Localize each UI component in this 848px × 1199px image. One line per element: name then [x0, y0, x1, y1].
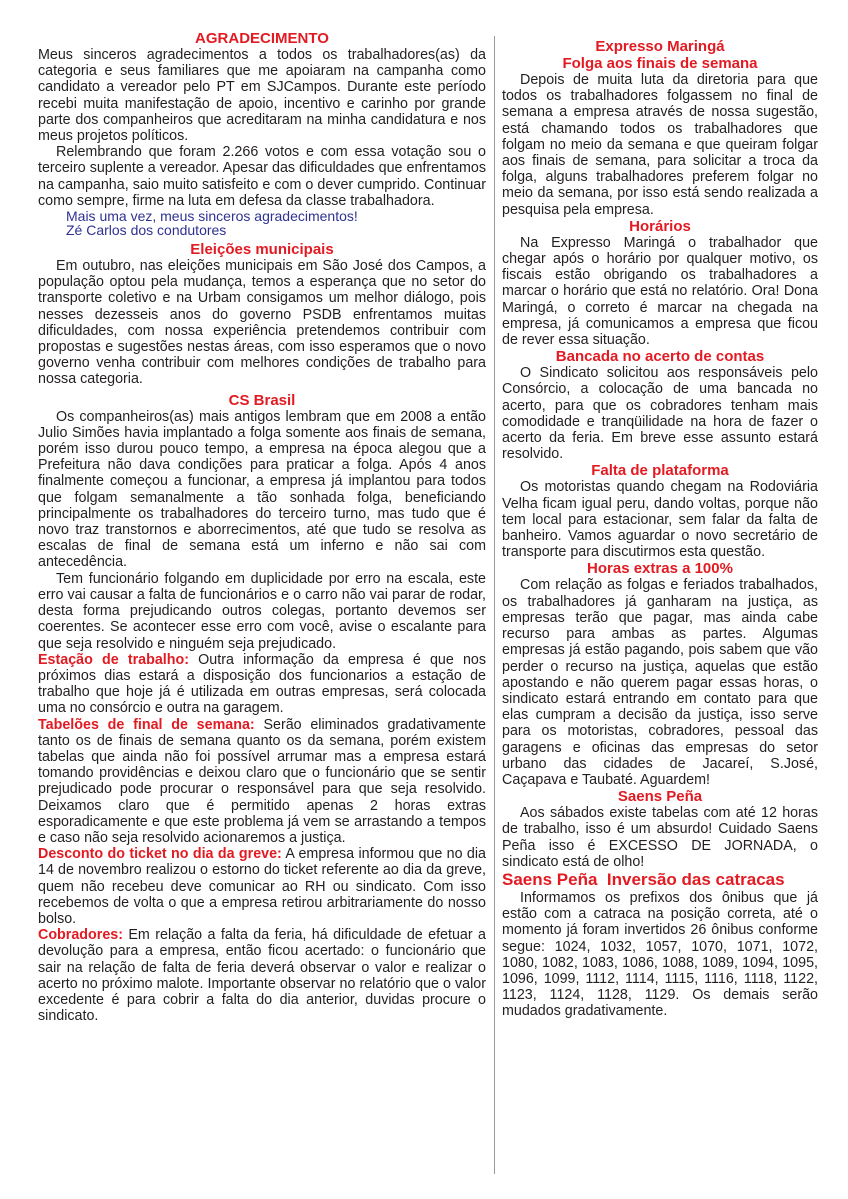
tabeloes-label: Tabelões de final de semana:: [38, 716, 255, 733]
catracas-section: [502, 870, 818, 1020]
agradecimento-signature-line-2: Zé Carlos dos condutores: [66, 222, 227, 239]
saenspena-paragraph: Aos sábados existe tabelas com até 12 horas de trabalho, isso é um absurdo! Cuidado Saens Peña isso é EXCESSO DE JORNADA, o sindicato está de olho!: [502, 805, 818, 870]
saenspena-title: Saens Peña: [617, 788, 703, 806]
cobradores-paragraph: [38, 927, 486, 1024]
agradecimento-signature-line-1: Mais uma vez, meus sinceros agradecimentos!: [66, 208, 358, 225]
catracas-title: Saens Peña Inversão das catracas: [502, 869, 785, 889]
eleicoes-title: Eleições municipais: [190, 241, 334, 259]
eleicoes-section: [38, 241, 486, 388]
horarios-section: [502, 218, 818, 348]
left-column: [38, 30, 486, 1024]
expresso-subtitle: Folga aos finais de semana: [562, 55, 758, 72]
cobradores-label: Cobradores:: [38, 927, 123, 944]
csbrasil-paragraph-2: Tem funcionário folgando em duplicidade por erro na escala, este erro vai causar a falta de funcionários e o carro não vai parar de rodar, desta forma prejudicando outros colegas, portanto devemos ser coerentes. Se acontecer esse erro com você, avise o escalante para que seja resolvido e ninguém seja prejudicado.: [38, 570, 486, 652]
estacao-label: Estação de trabalho:: [38, 651, 190, 668]
horarios-paragraph: Na Expresso Maringá o trabalhador que chegar após o horário por qualquer motivo, os fiscais estão obrigando os trabalhadores a marcar o horário que está no relatório. Ora! Dona Maringá, o correto é marcar na chegada na empresa, já comunicamos a empresa que ficou de rever essa situação.: [502, 234, 818, 349]
agradecimento-paragraph-2: Relembrando que foram 2.266 votos e com essa votação sou o terceiro suplente a vereador. Apesar das dificuldades que enfrentamos na campanha, saio muito satisfeito e com o dever cumprido. Continuar como sempre, firme na luta em defesa da classe trabalhadora.: [38, 144, 486, 209]
cobradores-text: Em relação a falta da feria, há dificuldade de efetuar a devolução para a empresa, então ficou acertado: o funcionário que sair na relação de falta de feria deverá observar o valor e realizar o acerto no próximo malote. Importante observar no relatório que o valor excedente é para cobrir a falta do dia anterior, duvidas procure o sindicato.: [38, 927, 486, 1025]
plataforma-title: Falta de plataforma: [591, 462, 729, 480]
estacao-text: Outra informação da empresa é que nos próximos dias estará a disposição dos funcionarios a estação de trabalho que hoje já é utilizada em outras empresas, será colocada uma no consórcio e outra na garagem.: [38, 651, 487, 717]
agradecimento-section: [38, 30, 486, 237]
expresso-paragraph: Depois de muita luta da diretoria para que todos os trabalhadores folgassem no final de semana a empresa através de nossa sugestão, está chamando todos os trabalhadores que folgam no meio da semana e que queiram folgar aos finais de semana, para solicitar a troca da folga, alguns trabalhadores preferem folgar no meio da semana, por isso está sendo realizada a pesquisa pela empresa.: [502, 72, 818, 218]
expresso-section: [502, 30, 818, 218]
desconto-label: Desconto do ticket no dia da greve:: [38, 846, 282, 863]
csbrasil-section: [38, 392, 486, 1025]
horasextras-title: Horas extras a 100%: [587, 560, 733, 578]
desconto-paragraph: [38, 846, 486, 927]
bancada-title: Bancada no acerto de contas: [555, 348, 765, 366]
horasextras-section: [502, 560, 818, 788]
estacao-paragraph: [38, 652, 486, 717]
plataforma-section: [502, 462, 818, 560]
catracas-paragraph: Informamos os prefixos dos ônibus que já estão com a catraca na posição correta, até o momento já foram invertidos 26 ônibus conforme segue: 1024, 1032, 1057, 1070, 1071, 1072, 1080, 1082, 1083, 1086, 1088, 1089, 1094, 1095, 1096, 1099, 1112, 1114, 1115, 1116, 1118, 1122, 1123, 1124, 1128, 1129. Os demais serão mudados gradativamente.: [502, 889, 818, 1020]
expresso-title: Expresso Maringá: [595, 38, 725, 55]
horasextras-paragraph: Com relação as folgas e feriados trabalhados, os trabalhadores já ganharam na justiça, as empresas terão que pagar, mas ainda cabe recurso para ambas as partes. Algumas empresas já estão pagando, pois sabem que vão perder o recurso na justiça, aquelas que estão apostando e não querem pagar essas horas, o sindicato estará entrando em contato para que elas cumpram a decisão da justiça, isso serve para os motoristas, cobradores, pessoal das garagens e oficinas das empresas do setor urbano das cidades de Jacareí, S.José, Caçapava e Taubaté. Aguardem!: [502, 577, 818, 788]
bancada-paragraph: O Sindicato solicitou aos responsáveis pelo Consórcio, a colocação de uma bancada no acerto, para que os cobradores tenham mais comodidade e tranqüilidade na hora de fazer o acerto da feria. Em breve esse assunto estará resolvido.: [502, 365, 818, 463]
desconto-text: A empresa informou que no dia 14 de novembro realizou o estorno do ticket referente ao dia da greve, quem não recebeu deve comunicar ao RH ou sindicato. Com isso recebemos de volta o que a empresa retirou arbitrariamente do nosso bolso.: [38, 846, 486, 927]
eleicoes-paragraph: Em outubro, nas eleições municipais em São José dos Campos, a população optou pela mudança, temos a esperança que no setor do transporte coletivo e na Urbam consigamos um melhor diálogo, pois nesses dezesseis anos do governo PSDB enfrentamos muitas dificuldades, com nossa experiência pretendemos contribuir com propostas e sugestões nestas áreas, com isso esperamos que o novo governo venha contribuir com melhores condições de trabalho para nossa categoria.: [38, 258, 486, 388]
bancada-section: [502, 348, 818, 462]
agradecimento-title: AGRADECIMENTO: [195, 30, 329, 47]
saenspena-section: [502, 788, 818, 870]
csbrasil-title: CS Brasil: [228, 391, 296, 409]
column-divider: [494, 36, 495, 1174]
agradecimento-paragraph-1: Meus sinceros agradecimentos a todos os trabalhadores(as) da categoria e seus familiares que me apoiaram na campanha como candidato a vereador pelo PT em SJCampos. Durante este período recebi muita manifestação de apoio, incentivo e carinho por grande parte dos companheiros que acreditaram na minha candidatura e nos meus projetos políticos.: [38, 47, 486, 145]
csbrasil-paragraph-1: Os companheiros(as) mais antigos lembram que em 2008 a então Julio Simões havia implantado a folga somente aos finais de semana, porém isso durou pouco tempo, a empresa na época alegou que a Prefeitura não dava condições para praticar a folga. Após 4 anos finalmente começou a funcionar, a empresa já implantou para todos que folgam semanalmente a tão sonhada folga, beneficiando principalmente os trabalhadores do terceiro turno, mas tudo que é novo traz transtornos e aborrecimentos, até que tudo se resolva as escalas de final de semana está um inferno e não sai com antecedência.: [38, 408, 486, 571]
right-column: [502, 30, 818, 1020]
tabeloes-paragraph: [38, 717, 486, 847]
horarios-title: Horários: [629, 217, 691, 235]
plataforma-paragraph: Os motoristas quando chegam na Rodoviária Velha ficam igual peru, dando voltas, porque não tem local para estacionar, sem falar da falta de banheiro. Vamos aguardar o novo secretário de transporte para discutirmos esta questão.: [502, 479, 818, 561]
tabeloes-text: Serão eliminados gradativamente tanto os de finais de semana quanto os da semana, porém existem tabelas que ainda não foi possível arrumar mas a empresa estará tomando providências e deixou claro que o funcionário que se sentir prejudicado pode procurar o responsável para que seja resolvido. Deixamos claro que é permitido apenas 2 horas extras esporadicamente e que este problema já vem se arrastando a tempos e caso não seja resolvido acionaremos a justiça.: [38, 716, 486, 846]
